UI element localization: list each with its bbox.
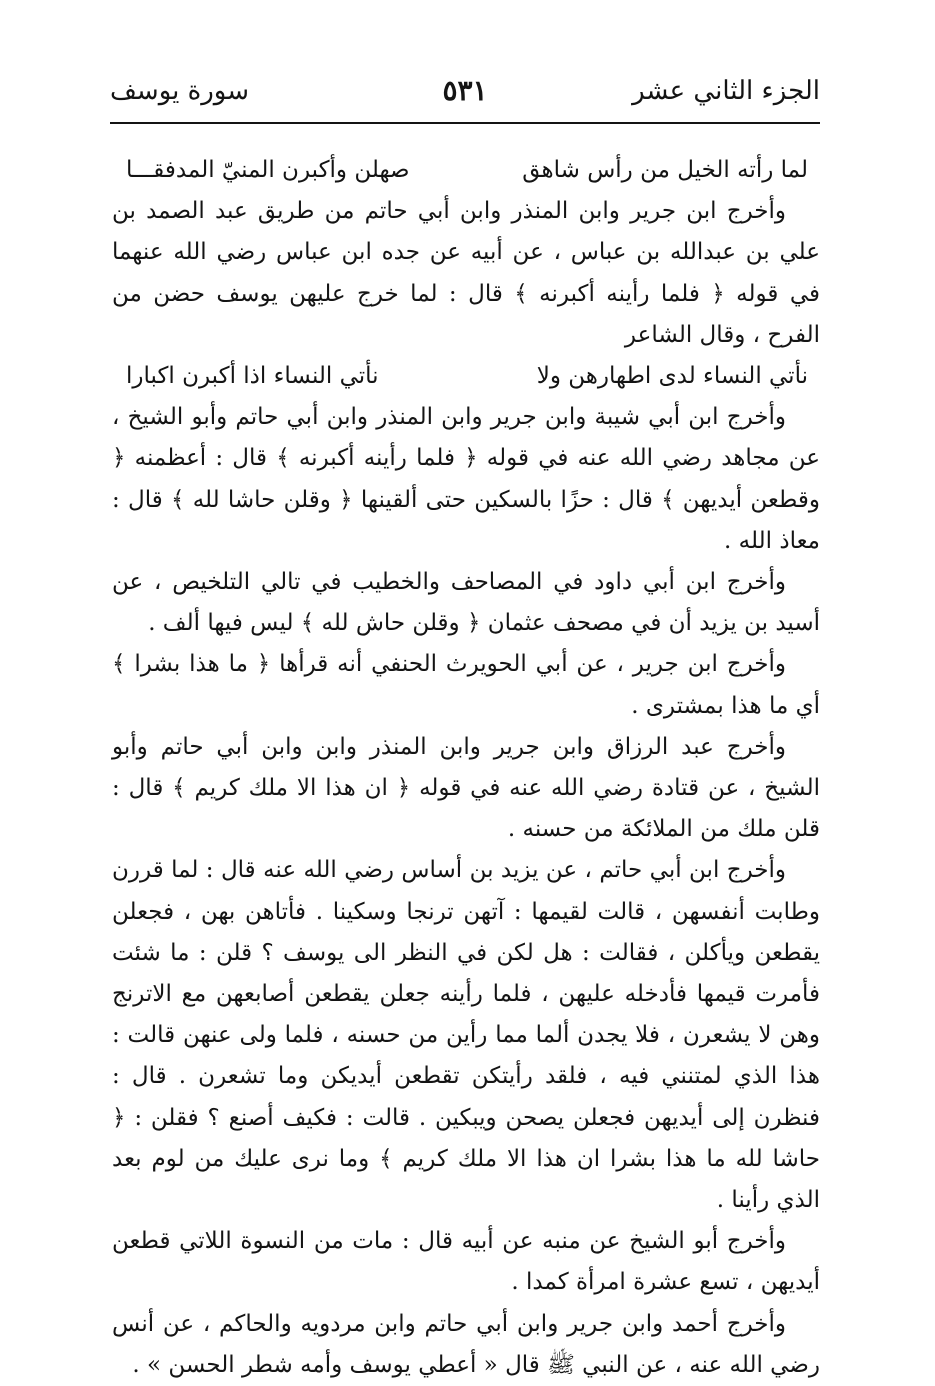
paragraph: وأخرج ابن جرير وابن المنذر وابن أبي حاتم من طريق عبد الصمد بن علي بن عبدالله بن عباس ، عن أبيه عن جده ابن عباس رضي الله عنهما في قوله ﴿ فلما رأينه أكبرنه ﴾ قال : لما خرج عليهن يوسف حضن من الفرح ، وقال الشاعر [112,198,820,348]
verse-second-hemistich: نأتي النساء اذا أكبرن اكبارا [126,363,379,390]
header-rule [110,122,820,124]
verse-second-hemistich: صهلن وأكبرن المنيّ المدفقـــا [126,157,410,183]
paragraph: وأخرج ابن أبي داود في المصاحف والخطيب في تالي التلخيص ، عن أسيد بن يزيد أن في مصحف عثمان ﴿ وقلن حاش لله ﴾ ليس فيها ألف . [112,569,820,637]
part-title: الجزء الثاني عشر [632,76,820,106]
paragraph: وأخرج أبو الشيخ عن منبه عن أبيه قال : مات من النسوة اللاتي قطعن أيديهن ، تسع عشرة امرأة كمدا . [112,1228,820,1296]
surah-title: سورة يوسف [110,76,250,106]
paragraph: وأخرج ابن جرير ، عن أبي الحويرث الحنفي أنه قرأها ﴿ ما هذا بشرا ﴾ أي ما هذا بمشترى . [112,651,820,719]
paragraph: وأخرج عبد الرزاق وابن جرير وابن المنذر وابن وابن أبي حاتم وأبو الشيخ ، عن قتادة رضي الله عنه في قوله ﴿ ان هذا الا ملك كريم ﴾ قال : قلن ملك من الملائكة من حسنه . [112,733,820,843]
page-number: ٥٣١ [442,74,488,107]
page-header [110,70,820,114]
paragraph: وأخرج أحمد وابن جرير وابن أبي حاتم وابن مردويه والحاكم ، عن أنس رضي الله عنه ، عن النبي ﷺ قال « أعطي يوسف وأمه شطر الحسن » . [112,1310,820,1378]
paragraph: وأخرج ابن أبي شيبة وابن جرير وابن المنذر وابن أبي حاتم وأبو الشيخ ، عن مجاهد رضي الله عنه في قوله ﴿ فلما رأينه أكبرنه ﴾ قال : أعظمنه ﴿ وقطعن أيديهن ﴾ قال : حزًا بالسكين حتى ألقينها ﴿ وقلن حاشا لله ﴾ قال : معاذ الله . [112,404,820,554]
verse-first-hemistich: لما رأته الخيل من رأس شاهق [522,157,808,183]
paragraph: وأخرج ابن أبي حاتم ، عن يزيد بن أساس رضي الله عنه قال : لما قررن وطابت أنفسهن ، قالت لقيمها : آتهن ترنجا وسكينا . فأتاهن بهن ، فجعلن يقطعن ويأكلن ، فقالت : هل لكن في النظر الى يوسف ؟ قلن : ما شئت فأمرت قيمها فأدخله عليهن ، فلما رأينه جعلن يقطعن أصابعهن مع الاترنج وهن لا يشعرن ، فلا يجدن ألما مما رأين من حسنه ، فلما ولى عنهن قالت : هذا الذي لمتنني فيه ، فلقد رأيتكن تقطعن أيديكن وما تشعرن . قال : فنظرن إلى أيديهن فجعلن يصحن ويبكين . قالت : فكيف أصنع ؟ فقلن : ﴿ حاشا لله ما هذا بشرا ان هذا الا ملك كريم ﴾ وما نرى عليك من لوم بعد الذي رأينا . [112,857,820,1214]
page-body [112,150,820,1386]
poetry-verse [112,150,820,191]
poetry-verse [112,356,820,397]
verse-first-hemistich: نأتي النساء لدى اطهارهن ولا [536,363,808,390]
